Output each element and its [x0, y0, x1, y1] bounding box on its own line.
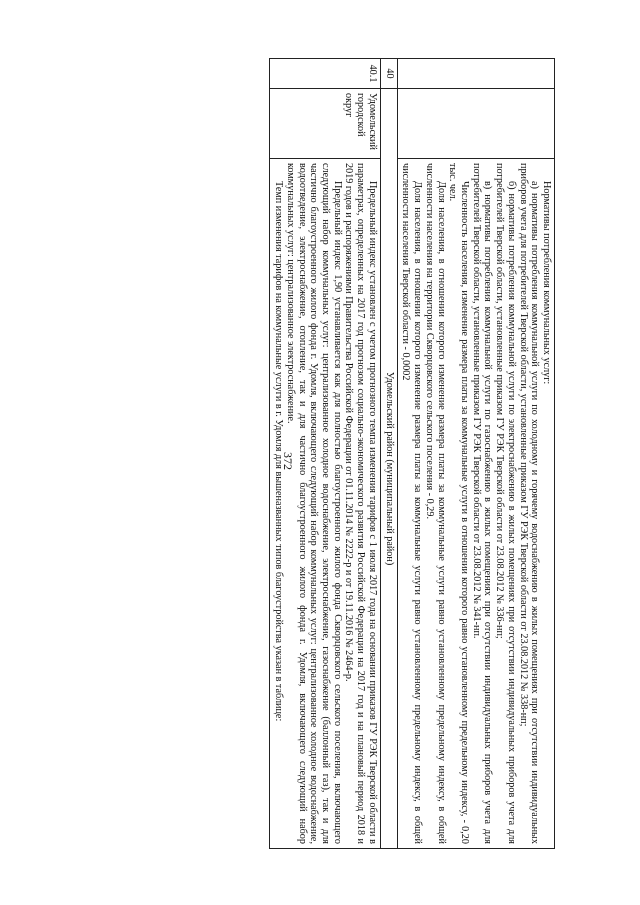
- table-row-40: [380, 59, 397, 849]
- row-number-40: 40: [380, 59, 397, 89]
- population-share-settlement-text: Доля населения, в отношении которого изменение размера платы за коммунальные услуги равно установленному предельному индексу, в общей численности населения на территории Скворцовского сельского поселения - 0,29.: [423, 163, 447, 844]
- row-number-40-1: 40.1: [270, 59, 380, 89]
- normative-item-b: б) нормативы потребления коммунальной услуги по электроснабжению в жилых помещениях при отсутствии индивидуальных приборов учета для потребителей Тверской области, установленные приказом ГУ РЭК Тверской области от 23.08.2012 № 336-нп;: [494, 163, 517, 844]
- normative-item-a: а) нормативы потребления коммунальной услуги по холодному и горячему водоснабжению в жилых помещениях при отсутствии индивидуальных приборов учета для потребителей Тверской области, установленные приказом ГУ РЭК Тверской области от 23.08.2012 № 338-нп;: [517, 163, 541, 844]
- page-number: 372: [281, 452, 295, 470]
- municipality-name: Удомельский городской округ: [270, 89, 380, 159]
- empty-number-cell: [397, 59, 554, 89]
- municipality-text-cell: [270, 159, 380, 849]
- index-value-paragraph: Предельный индекс 1,90 устанавливается как для полностью благоустроенного жилого фонда Скворцовского сельского поселения, включающего следующий набор коммунальных услуг: централизованное холодное водоснабжение, электроснабжение, газоснабжение (баллонный газ), так и для частично благоустроенного жилого фонда г. Удомля, включающего следующий набор коммунальных услуг: централизованное холодное водоснабжение, водоотведение, электроснабжение, отопление, так и для частично благоустроенного жилого фонда г. Удомля, включающего следующий набор коммунальных услуг: централизованное электроснабжение.: [284, 163, 343, 844]
- table-row-40-1: [270, 59, 380, 849]
- district-title-cell: [380, 89, 397, 849]
- empty-name-cell: [397, 89, 554, 159]
- district-title: Удомельский район (муниципальный район): [383, 371, 395, 566]
- population-share-region-text: Доля населения, в отношении которого изменение размера платы за коммунальные услуги равно установленному предельному индексу, в общей численности населения Тверской области - 0,0002: [400, 163, 424, 844]
- tariff-table-intro-paragraph: Темп изменения тарифов на коммунальные услуги в г. Удомля для вышеназванных типов благоустройства указан в таблице:: [273, 181, 285, 722]
- normative-item-c: в) нормативы потребления коммунальной услуги по газоснабжению в жилых помещениях при отсутствии индивидуальных приборов учета для потребителей Тверской области, установленные приказом ГУ РЭК Тверской области от 23.08.2012 № 341-нп.: [470, 163, 494, 844]
- normatives-cell: [397, 159, 554, 849]
- index-basis-paragraph: Предельный индекс установлен с учетом прогнозного темпа изменения тарифов с 1 июля 2017 года на основании приказов ГУ РЭК Тверской области в параметрах, определенных на 2017 год прогнозом социально-экономического развития Российской Федерации на 2017 год и на плановый период 2018 и 2019 годов и распоряжениями Правительства Российской Федерации от 01.11.2014 № 2222-р и от 19.11.2016 № 2464-р.: [343, 163, 378, 844]
- table-row-normatives: [397, 59, 554, 849]
- rotated-document-content: [95, 58, 555, 848]
- normatives-heading: Нормативы потребления коммунальных услуг:: [541, 181, 552, 385]
- population-count-text: Численность населения, изменение размера платы за коммунальные услуги в отношении которого равно установленному предельному индексу, - 0,20 тыс. чел.: [447, 163, 470, 844]
- tariff-table: [269, 58, 555, 849]
